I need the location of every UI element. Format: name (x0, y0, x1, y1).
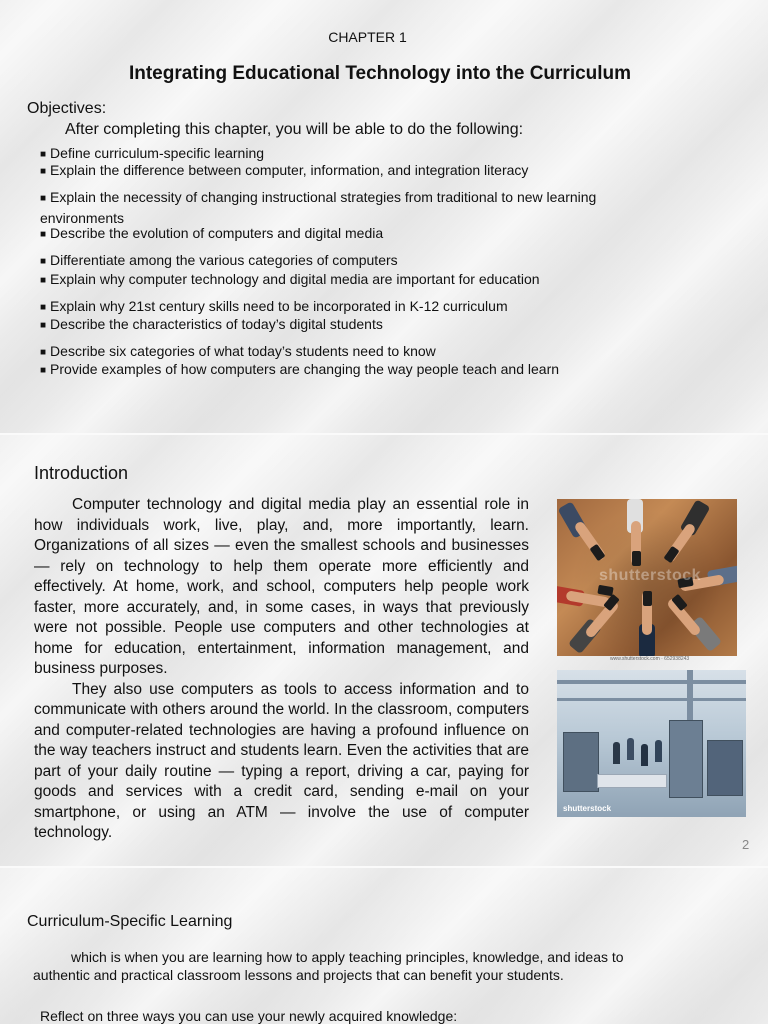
introduction-paragraph: Computer technology and digital media play an essential role in how individuals work, live, play, and, more importantly, learn. Organizations of all sizes — even the smallest schools and businesses — rely on technology to help them operate more efficiently and effectively. At home, work, and school, computers help people work faster, more accurately, and, in some cases, in ways that previously were not possible. People use computers and other technologies at home for education, entertainment, information management, and business purposes. (34, 496, 529, 677)
introduction-heading: Introduction (34, 463, 129, 483)
objectives-intro: After completing this chapter, you will be able to do the following: (65, 121, 524, 138)
objective-item (40, 188, 650, 227)
objective-text: Describe the characteristics of today’s digital students (50, 316, 383, 332)
reflect-prompt: Reflect on three ways you can use your newly acquired knowledge: (40, 1008, 458, 1024)
image-caption: www.shutterstock.com · 652938243 (610, 656, 690, 662)
bullet-icon: ■ (40, 166, 47, 177)
page-number: 2 (742, 837, 750, 852)
objective-item (40, 251, 680, 272)
bullet-icon: ■ (40, 320, 47, 331)
section-body (33, 948, 683, 984)
bullet-icon: ■ (40, 275, 47, 286)
objectives-heading: Objectives: (27, 100, 107, 117)
objective-text: Explain why computer technology and digital media are important for education (50, 271, 540, 287)
bullet-icon: ■ (40, 256, 47, 267)
shutterstock-watermark: shutterstock (599, 567, 702, 584)
section-text: which is when you are learning how to apply teaching principles, knowledge, and ideas to authentic and practical classroom lessons and projects that can benefit your students. (33, 949, 624, 983)
objective-item (40, 360, 680, 381)
shutterstock-watermark: shutterstock (563, 804, 612, 813)
objective-text: Explain the necessity of changing instructional strategies from traditional to new learning environments (40, 189, 597, 226)
slide-introduction (0, 433, 768, 866)
engineering-lab-photo (557, 670, 746, 817)
objective-text: Differentiate among the various categories of computers (50, 252, 398, 268)
bullet-icon: ■ (40, 302, 47, 313)
objective-text: Describe the evolution of computers and digital media (50, 225, 384, 241)
introduction-body (34, 495, 529, 844)
bullet-icon: ■ (40, 365, 47, 376)
objective-item (40, 161, 680, 182)
objective-item (40, 270, 680, 291)
chapter-label: CHAPTER 1 (328, 29, 407, 45)
objective-text: Provide examples of how computers are changing the way people teach and learn (50, 361, 560, 377)
objective-item (40, 315, 680, 336)
bullet-icon: ■ (40, 347, 47, 358)
objective-text: Explain the difference between computer, information, and integration literacy (50, 162, 529, 178)
bullet-icon: ■ (40, 193, 47, 204)
objective-item (40, 224, 680, 245)
objective-text: Define curriculum-specific learning (50, 145, 265, 161)
hands-with-smartphones-photo (557, 499, 737, 656)
bullet-icon: ■ (40, 149, 47, 160)
objective-text: Explain why 21st century skills need to be incorporated in K-12 curriculum (50, 298, 508, 314)
objective-text: Describe six categories of what today’s students need to know (50, 343, 436, 359)
introduction-paragraph: They also use computers as tools to access information and to communicate with others around the world. In the classroom, computers and computer-related technologies are having a profound influence on the way teachers instruct and students learn. Even the activities that are part of your daily routine — typing a report, driving a car, paying for goods and services with a credit card, sending e-mail on your smartphone, or using an ATM — involve the use of computer technology. (34, 680, 529, 841)
section-heading: Curriculum-Specific Learning (27, 913, 233, 930)
slide-curriculum-specific-learning (0, 866, 768, 1024)
objectives-list (0, 0, 768, 433)
bullet-icon: ■ (40, 229, 47, 240)
slide-objectives (0, 0, 768, 433)
chapter-title: Integrating Educational Technology into the Curriculum (128, 63, 632, 84)
